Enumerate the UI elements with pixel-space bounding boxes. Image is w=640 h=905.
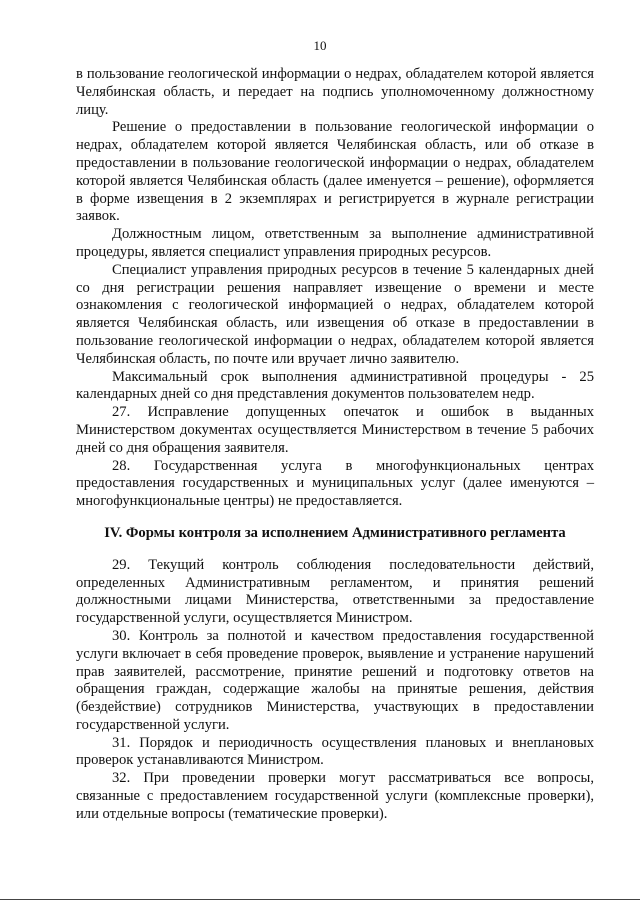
paragraph: Специалист управления природных ресурсов в течение 5 календарных дней со дня регистрации решения направляет извещение о времени и месте ознакомления с геологической информацией о недрах, обладателем которой является Челябинская область, или извещения об отказе в предоставлении в пользование геологической информации о недрах, обладателем которой является Челябинская область, по почте или вручает лично заявителю.: [76, 261, 594, 367]
paragraph-item-28: 28. Государственная услуга в многофункциональных центрах предоставления государственных и муниципальных услуг (далее именуются – многофункциональные центры) не предоставляется.: [76, 457, 594, 510]
paragraph-item-27: 27. Исправление допущенных опечаток и ошибок в выданных Министерством документах осуществляется Министерством в течение 5 рабочих дней со дня обращения заявителя.: [76, 404, 594, 456]
paragraph: в пользование геологической информации о недрах, обладателем которой является Челябинская область, и передает на подпись уполномоченному должностному лицу.: [76, 66, 594, 118]
paragraph: Решение о предоставлении в пользование геологической информации о недрах, обладателем которой является Челябинская область, или об отказе в предоставлении в пользование геологической информации о недрах, обладателем которой является Челябинская область (далее именуется – решение), оформляется в форме извещения в 2 экземплярах и регистрируется в журнале регистрации заявок.: [76, 119, 594, 225]
paragraph-item-29: 29. Текущий контроль соблюдения последовательности действий, определенных Административным регламентом, и принятия решений должностными лицами Министерства, ответственными за предоставление государственной услуги, осуществляется Министром.: [76, 556, 594, 627]
document-body: [76, 66, 594, 824]
footer-divider: [0, 899, 640, 900]
paragraph-item-32: 32. При проведении проверки могут рассматриваться все вопросы, связанные с предоставлением государственной услуги (комплексные проверки), или отдельные вопросы (тематические проверки).: [76, 770, 594, 822]
paragraph: Максимальный срок выполнения административной процедуры - 25 календарных дней со дня представления документов пользователем недр.: [76, 368, 594, 403]
paragraph-item-30: 30. Контроль за полнотой и качеством предоставления государственной услуги включает в себя проведение проверок, выявление и устранение нарушений прав заявителей, рассмотрение, принятие решений и подготовку ответов на обращения граждан, содержащие жалобы на принятые решения, действия (бездействие) сотрудников Министерства, участвующих в предоставлении государственной услуги.: [76, 627, 594, 733]
paragraph: Должностным лицом, ответственным за выполнение административной процедуры, является специалист управления природных ресурсов.: [76, 226, 594, 260]
page-number: 10: [313, 38, 327, 53]
paragraph-item-31: 31. Порядок и периодичность осуществления плановых и внеплановых проверок устанавливаются Министром.: [76, 734, 594, 769]
section-heading: IV. Формы контроля за исполнением Административного регламента: [104, 524, 566, 541]
